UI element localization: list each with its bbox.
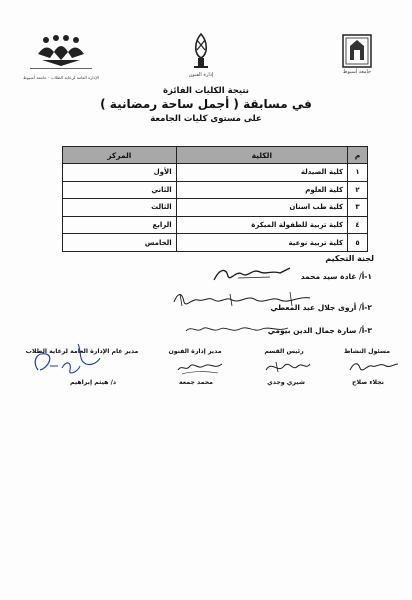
competition-title: في مسابقة ( أجمل ساحة رمضانية ) [100, 97, 312, 111]
table-row [63, 234, 368, 252]
row-faculty: كلية العلوم [176, 181, 347, 199]
department-head-signature-icon [262, 358, 312, 376]
row-num: ٤ [348, 216, 368, 234]
signatory-role: مسئول النشاط [343, 348, 391, 355]
university-emblem-icon [342, 34, 372, 68]
row-num: ١ [348, 164, 368, 182]
signatory-role: مدير إدارة الفنون [168, 348, 222, 355]
activity-officer-signature-icon [346, 358, 400, 376]
competition-scope: على مستوى كليات الجامعة [150, 114, 262, 124]
header-num: م [348, 147, 368, 164]
row-rank: الثاني [63, 181, 177, 199]
arts-director-signature-icon [172, 358, 228, 376]
member-3-signature-icon [182, 321, 292, 337]
row-num: ٣ [348, 199, 368, 217]
signatory-role: مدير عام الإدارة العامة لرعاية الطلاب [25, 348, 139, 355]
table-row [63, 199, 368, 217]
row-faculty: كلية طب اسنان [176, 199, 347, 217]
student-welfare-logo-icon [24, 34, 98, 74]
table-row [63, 216, 368, 234]
mid-logo-caption: إدارة الفنون [188, 72, 214, 78]
member-1-signature-icon [210, 264, 294, 286]
right-logo-caption: جامعة أسيوط [342, 69, 372, 75]
row-rank: الرابع [63, 216, 177, 234]
committee-title: لجنة التحكيم [325, 254, 374, 263]
signatory-name: شيري وجدي [267, 379, 305, 386]
table-header-row [63, 147, 368, 164]
signatory-role: رئيس القسم [264, 348, 304, 355]
signatory-name: نجلاء صلاح [352, 379, 384, 386]
table-row [63, 164, 368, 182]
signatory-name: محمد جمعة [178, 379, 214, 386]
row-rank: الثالث [63, 199, 177, 217]
committee-member: ١-أ/ غادة سيد محمد [300, 272, 372, 281]
row-faculty: كلية الصيدلة [176, 164, 347, 182]
row-num: ٢ [348, 181, 368, 199]
signatory-name: د/ هيثم إبراهيم [69, 379, 117, 386]
row-rank: الأول [63, 164, 177, 182]
committee-member: ٣-أ/ سارة جمال الدين بيومي [267, 326, 372, 335]
header-faculty: الكلية [176, 147, 347, 164]
results-table [62, 146, 368, 252]
arts-department-logo-icon [186, 32, 216, 72]
row-faculty: كلية تربية نوعية [176, 234, 347, 252]
left-logo-caption: الإدارة العامة لرعاية الطلاب - جامعة أسيوط [23, 75, 99, 80]
row-num: ٥ [348, 234, 368, 252]
member-2-signature-icon [170, 288, 320, 312]
row-faculty: كلية تربية للطفولة المبكرة [176, 216, 347, 234]
general-director-signature-icon [28, 340, 102, 380]
committee-member: ٢-أ/ أروى جلال عبد المعطي [270, 303, 372, 312]
table-row [63, 181, 368, 199]
row-rank: الخامس [63, 234, 177, 252]
header-rank: المركز [63, 147, 177, 164]
results-title: نتيجة الكليات الفائزة [163, 86, 249, 96]
